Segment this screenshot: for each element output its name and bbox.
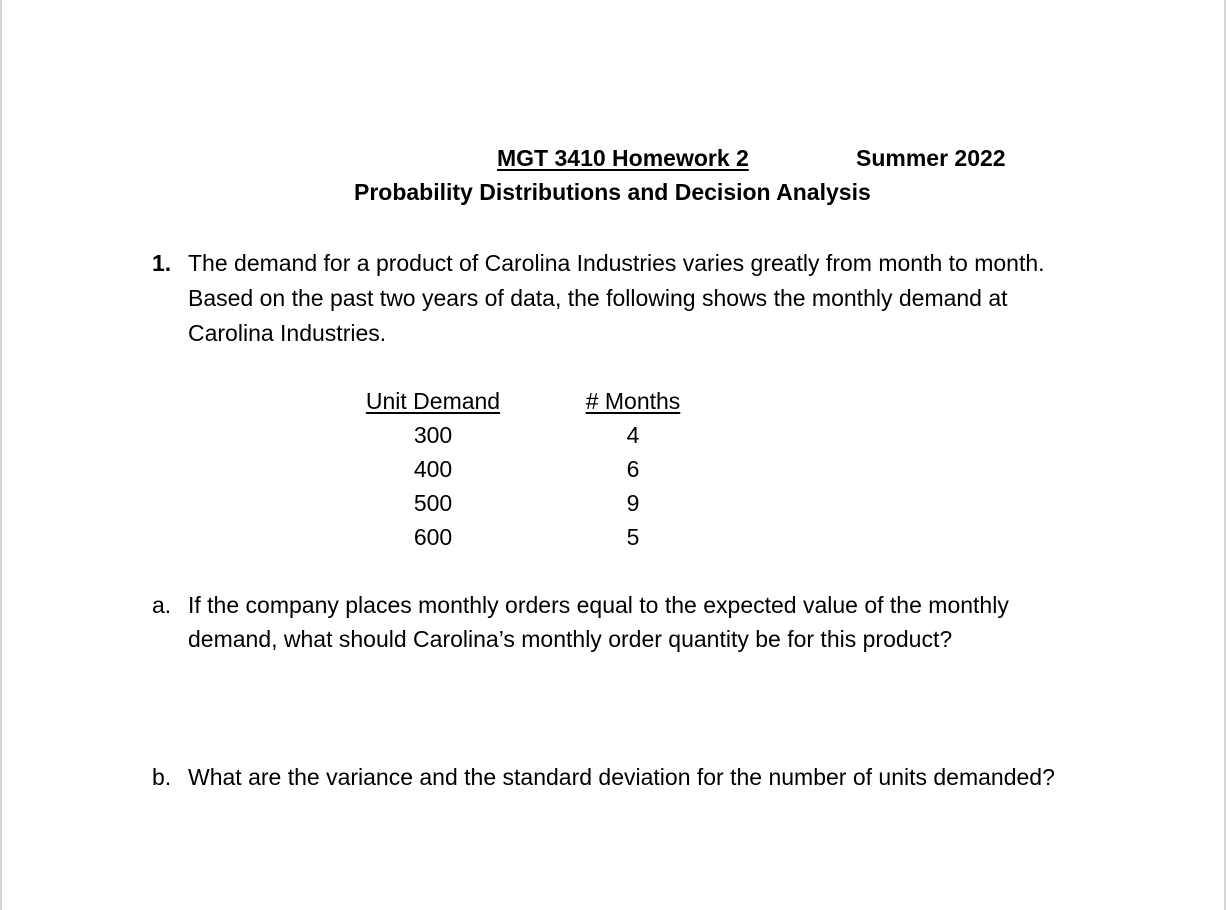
months-column (577, 384, 689, 554)
table-cell: 5 (626, 524, 640, 550)
table-cell: 500 (413, 490, 453, 516)
unit-demand-column (357, 384, 509, 554)
term-label: Summer 2022 (856, 145, 1006, 171)
column-header-unit-demand: Unit Demand (365, 388, 501, 414)
column-header-months: # Months (585, 388, 681, 414)
part-text: If the company places monthly orders equal to the expected value of the monthly demand, what should Carolina’s monthly order quantity be for this product? (188, 592, 1009, 652)
table-cell: 4 (626, 422, 640, 448)
table-cell: 9 (626, 490, 640, 516)
question-part-a (152, 588, 1072, 656)
table-cell: 600 (413, 524, 453, 550)
table-cell: 6 (626, 456, 640, 482)
part-letter: a. (152, 592, 172, 618)
document-header (0, 145, 1226, 175)
table-cell: 300 (413, 422, 453, 448)
question-part-b (152, 760, 1072, 794)
question-text: The demand for a product of Carolina Industries varies greatly from month to month. Based on the past two years of data, the following shows the monthly demand at Carolina Industries. (188, 250, 1045, 346)
course-title: MGT 3410 Homework 2 (497, 145, 749, 171)
page-left-border (0, 0, 2, 910)
part-letter: b. (152, 764, 172, 790)
part-text: What are the variance and the standard deviation for the number of units demanded? (188, 764, 1055, 790)
question-number: 1. (152, 250, 172, 276)
table-cell: 400 (413, 456, 453, 482)
question-1 (152, 246, 1092, 351)
document-subtitle: Probability Distributions and Decision Analysis (354, 179, 871, 205)
